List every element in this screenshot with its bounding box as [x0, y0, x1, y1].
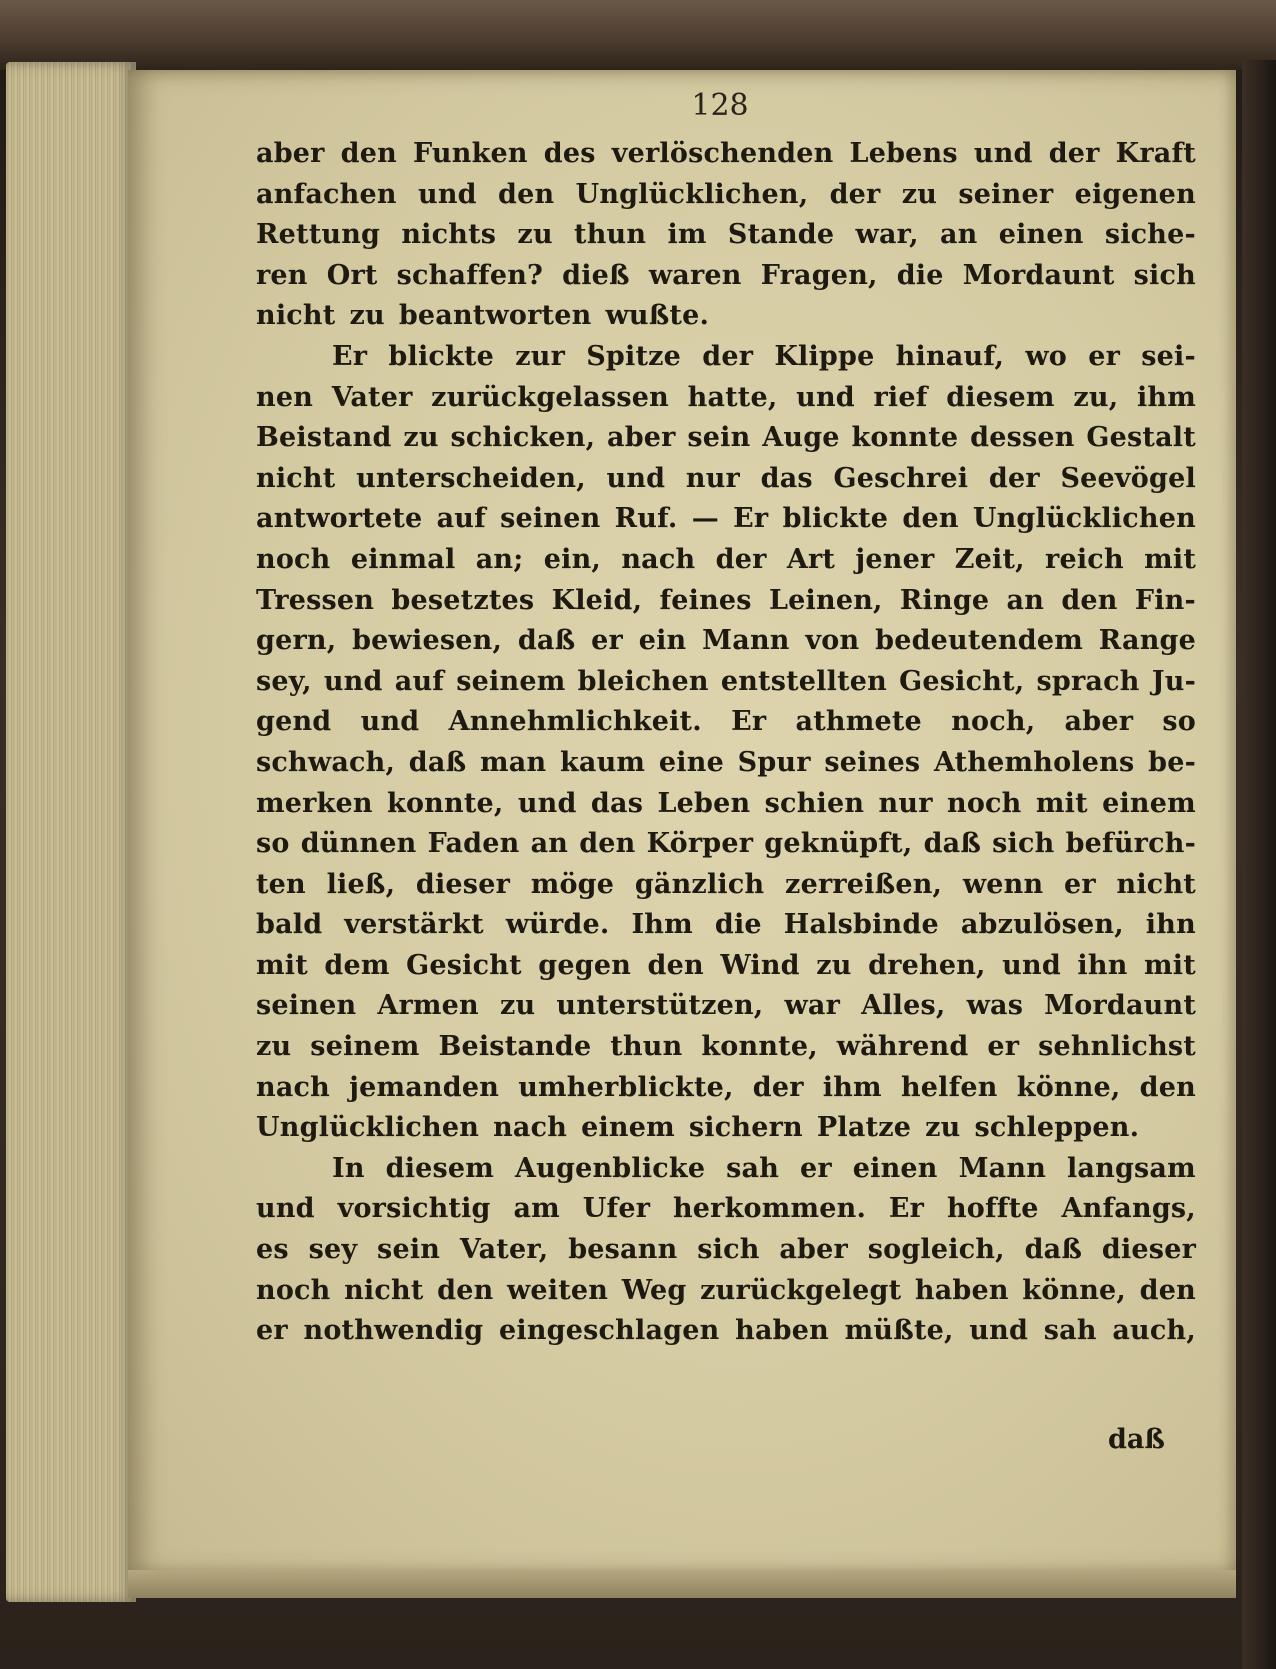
word: sey,: [256, 665, 312, 697]
word: merken: [256, 787, 373, 819]
page-number: 128: [691, 88, 749, 123]
word: schicken,: [450, 422, 596, 454]
word: und: [973, 138, 1033, 169]
word: einen: [998, 219, 1084, 251]
word: ihm: [822, 1071, 882, 1103]
word: diesem: [946, 381, 1055, 413]
word: Mordaunt: [1044, 990, 1196, 1022]
word: aber: [779, 1234, 848, 1266]
text-line: [256, 337, 1196, 378]
word: könne,: [1022, 1274, 1127, 1306]
word: Er: [733, 503, 769, 535]
word: verstärkt: [344, 909, 484, 941]
word: Gesicht,: [899, 665, 1025, 697]
text-line: [256, 865, 1196, 906]
word: langsam: [1066, 1152, 1196, 1184]
word: daß: [408, 746, 467, 778]
word: Geschrei: [833, 462, 969, 494]
page-edges: [6, 62, 136, 1602]
word: thun: [574, 219, 647, 251]
word: seinen: [500, 503, 601, 535]
text-line: [256, 1149, 1196, 1190]
word: waren: [648, 259, 742, 291]
text-line: [256, 215, 1196, 256]
word: Range: [1098, 625, 1196, 657]
word: sich: [697, 1234, 760, 1266]
word: müßte,: [844, 1315, 954, 1347]
word: daß: [1024, 1234, 1083, 1266]
word: an: [1006, 584, 1045, 616]
word: Wind: [720, 949, 800, 981]
word: Unglücklichen: [256, 1112, 480, 1144]
word: Beistande: [438, 1031, 592, 1063]
word: nicht: [256, 300, 336, 332]
word: befürch-: [1065, 828, 1196, 860]
word: Funken: [413, 138, 528, 169]
word: unterscheiden,: [356, 462, 586, 494]
page-bottom-edge: [128, 1570, 1236, 1598]
text-line: [256, 905, 1196, 946]
word: rief: [873, 381, 928, 413]
word: hatte,: [687, 381, 778, 413]
text-line: [256, 418, 1196, 459]
word: Fragen,: [760, 259, 878, 291]
word: drehen,: [868, 949, 986, 981]
word: den: [579, 828, 636, 860]
word: ihn: [1145, 909, 1196, 941]
word: Er: [888, 1193, 925, 1225]
word: bald: [256, 909, 323, 941]
text-line: [256, 662, 1196, 703]
word: bleichen: [577, 665, 709, 697]
word: der: [702, 340, 754, 372]
word: mit: [1144, 949, 1196, 981]
word: Platze: [816, 1112, 912, 1144]
word: zu,: [1073, 381, 1119, 413]
word: bewiesen,: [352, 625, 503, 657]
word: Beistand: [256, 422, 392, 454]
word: war,: [855, 219, 919, 251]
word: jemanden: [349, 1071, 500, 1103]
word: und: [418, 178, 477, 210]
word: nicht: [344, 1274, 424, 1306]
word: nach: [256, 1071, 330, 1103]
word: seines: [824, 746, 921, 778]
word: aber: [1064, 706, 1134, 738]
text-line: [256, 296, 1196, 337]
word: noch: [256, 543, 331, 575]
word: nothwendig: [303, 1315, 484, 1347]
word: der: [752, 1071, 804, 1103]
word: Ruf.: [614, 503, 678, 535]
word: den: [902, 503, 959, 535]
word: Anfangs,: [1061, 1193, 1196, 1225]
word: seinem: [310, 1031, 420, 1063]
word: ließ,: [326, 868, 396, 900]
word: das: [760, 462, 813, 494]
text-line: [256, 702, 1196, 743]
word: nach: [493, 1112, 568, 1144]
catchword: daß: [1108, 1424, 1165, 1455]
word: Kraft: [1115, 138, 1196, 169]
word: einem: [581, 1112, 675, 1144]
word: gänzlich: [634, 868, 765, 900]
word: der: [829, 178, 881, 210]
word: siche-: [1104, 219, 1196, 251]
word: mit: [1144, 543, 1196, 575]
word: feines: [659, 584, 752, 616]
word: hoffte: [946, 1193, 1039, 1225]
word: den: [340, 138, 397, 169]
word: war: [784, 990, 841, 1022]
word: konnte,: [387, 787, 504, 819]
word: geknüpft,: [764, 828, 913, 860]
text-line: [256, 784, 1196, 825]
word: und: [606, 462, 666, 494]
word: sah: [1043, 1315, 1097, 1347]
word: haben: [914, 1274, 1009, 1306]
word: Vater: [331, 381, 413, 413]
word: Art: [786, 543, 836, 575]
word: Fin-: [1134, 584, 1196, 616]
word: wo: [1025, 340, 1067, 372]
word: dieser: [415, 868, 510, 900]
word: Stande: [727, 219, 835, 251]
word: daß: [517, 625, 576, 657]
text-line: [256, 459, 1196, 500]
word: gend: [256, 706, 332, 738]
word: hinauf,: [895, 340, 1005, 372]
word: nicht: [1116, 868, 1196, 900]
word: sei-: [1141, 340, 1196, 372]
word: verlöschenden: [611, 138, 834, 169]
book-cover-top: [0, 0, 1276, 70]
text-line: [256, 1230, 1196, 1271]
text-line: [256, 986, 1196, 1027]
word: besann: [568, 1234, 678, 1266]
word: er: [1064, 868, 1096, 900]
text-line: [256, 621, 1196, 662]
word: nen: [256, 381, 314, 413]
word: seinem: [456, 665, 566, 697]
word: Gestalt: [1086, 422, 1196, 454]
word: antwortete: [256, 503, 423, 535]
text-line: [256, 175, 1196, 216]
word: schleppen.: [974, 1112, 1140, 1144]
word: nach: [621, 543, 696, 575]
word: Klippe: [774, 340, 875, 372]
word: dieser: [1101, 1234, 1196, 1266]
word: sichern: [688, 1112, 803, 1144]
word: im: [667, 219, 707, 251]
word: Rettung: [256, 219, 381, 251]
word: er: [987, 1031, 1020, 1063]
word: das: [590, 787, 644, 819]
text-line: [256, 499, 1196, 540]
word: Kleid,: [551, 584, 643, 616]
word: Weg: [621, 1274, 687, 1306]
word: thun: [610, 1031, 683, 1063]
text-line: [256, 1108, 1196, 1149]
word: nur: [685, 462, 740, 494]
word: noch: [946, 787, 1022, 819]
word: Unglücklichen,: [575, 178, 809, 210]
word: be-: [1148, 746, 1196, 778]
word: so: [256, 828, 290, 860]
word: diesem: [385, 1152, 495, 1184]
word: zu: [901, 178, 938, 210]
word: noch,: [951, 706, 1036, 738]
word: athmete: [795, 706, 922, 738]
word: den: [1139, 1274, 1196, 1306]
word: auch,: [1112, 1315, 1196, 1347]
word: würde.: [505, 909, 610, 941]
word: sah: [726, 1152, 780, 1184]
word: noch: [256, 1274, 331, 1306]
word: die: [714, 909, 762, 941]
word: mit: [1035, 787, 1088, 819]
word: der: [1048, 138, 1100, 169]
word: er: [800, 1152, 832, 1184]
word: er: [1088, 340, 1121, 372]
word: Spur: [737, 746, 811, 778]
word: Er: [731, 706, 767, 738]
word: konnte: [851, 422, 959, 454]
word: eingeschlagen: [499, 1315, 720, 1347]
word: Leben: [657, 787, 751, 819]
word: ten: [256, 868, 306, 900]
word: ein,: [543, 543, 602, 575]
word: was: [966, 990, 1024, 1022]
word: am: [513, 1193, 560, 1225]
word: jener: [855, 543, 935, 575]
word: beantworten: [398, 300, 592, 332]
word: der: [715, 543, 767, 575]
word: abzulösen,: [960, 909, 1124, 941]
word: und: [256, 1193, 315, 1225]
word: zu: [816, 949, 852, 981]
word: einen: [852, 1152, 938, 1184]
word: Zeit,: [954, 543, 1025, 575]
word: Faden: [427, 828, 520, 860]
text-line: [256, 134, 1196, 175]
word: helfen: [900, 1071, 998, 1103]
word: Ort: [326, 259, 378, 291]
word: den: [1061, 584, 1118, 616]
word: dessen: [970, 422, 1075, 454]
word: Annehmlichkeit.: [448, 706, 702, 738]
word: konnte,: [701, 1031, 818, 1063]
word: daß: [923, 828, 982, 860]
word: zurückgelassen: [431, 381, 669, 413]
word: Spitze: [586, 340, 682, 372]
word: Ihm: [631, 909, 693, 941]
word: blickte: [388, 340, 495, 372]
word: nur: [878, 787, 933, 819]
word: auf: [394, 665, 445, 697]
word: Ufer: [582, 1193, 651, 1225]
word: seinen: [256, 990, 357, 1022]
word: sein: [377, 1234, 441, 1266]
word: gegen: [538, 949, 632, 981]
word: sehnlichst: [1038, 1031, 1196, 1063]
word: Leinen,: [768, 584, 883, 616]
word: sich: [992, 828, 1055, 860]
word: wußte.: [605, 300, 710, 332]
word: schwach,: [256, 746, 396, 778]
word: einmal: [350, 543, 456, 575]
word: sogleich,: [867, 1234, 1005, 1266]
word: aber: [607, 422, 676, 454]
word: Augenblicke: [515, 1152, 706, 1184]
word: Ju-: [1151, 665, 1196, 697]
word: zurückgelegt: [700, 1274, 902, 1306]
text-line: [256, 1068, 1196, 1109]
text-line: [256, 540, 1196, 581]
word: reich: [1045, 543, 1124, 575]
word: eine: [658, 746, 724, 778]
text-line: [256, 946, 1196, 987]
word: den: [437, 1274, 494, 1306]
word: Halsbinde: [783, 909, 939, 941]
word: an;: [475, 543, 524, 575]
word: Lebens: [849, 138, 958, 169]
word: In: [332, 1152, 365, 1184]
word: Mordaunt: [962, 259, 1115, 291]
word: ihn: [1077, 949, 1128, 981]
word: vorsichtig: [337, 1193, 491, 1225]
word: blickte: [782, 503, 889, 535]
word: Unglücklichen: [972, 503, 1196, 535]
word: dieß: [562, 259, 630, 291]
word: nichts: [401, 219, 497, 251]
word: man: [480, 746, 547, 778]
word: möge: [530, 868, 615, 900]
word: umherblickte,: [518, 1071, 734, 1103]
word: von: [805, 625, 860, 657]
word: den: [647, 949, 704, 981]
word: Gesicht: [406, 949, 522, 981]
word: besetztes: [391, 584, 535, 616]
word: zur: [515, 340, 566, 372]
word: sey: [308, 1234, 358, 1266]
word: entstellten: [720, 665, 887, 697]
word: den: [498, 178, 555, 210]
word: könne,: [1016, 1071, 1121, 1103]
word: sich: [1133, 259, 1196, 291]
word: weiten: [506, 1274, 609, 1306]
text-line: [256, 378, 1196, 419]
word: an: [939, 219, 978, 251]
word: zu: [517, 219, 553, 251]
word: eigenen: [1074, 178, 1196, 210]
word: und: [323, 665, 383, 697]
word: er: [256, 1315, 288, 1347]
word: seiner: [958, 178, 1054, 210]
word: ihm: [1136, 381, 1196, 413]
word: nicht: [256, 462, 336, 494]
word: der: [988, 462, 1040, 494]
text-line: [256, 581, 1196, 622]
word: und: [1002, 949, 1061, 981]
word: und: [360, 706, 420, 738]
word: Athemholens: [933, 746, 1135, 778]
text-line: [256, 824, 1196, 865]
word: schaffen?: [396, 259, 544, 291]
text-line: [256, 743, 1196, 784]
text-line: [256, 256, 1196, 297]
word: schien: [764, 787, 865, 819]
word: haben: [735, 1315, 829, 1347]
word: sein: [687, 422, 751, 454]
word: anfachen: [256, 178, 397, 210]
word: an: [530, 828, 569, 860]
word: herkommen.: [672, 1193, 867, 1225]
word: so: [1162, 706, 1196, 738]
word: zu: [349, 300, 385, 332]
word: auf: [436, 503, 486, 535]
word: Vater,: [459, 1234, 549, 1266]
word: Seevögel: [1060, 462, 1196, 494]
word: er: [591, 625, 623, 657]
word: Ringe: [899, 584, 990, 616]
word: —: [691, 503, 719, 535]
word: des: [543, 138, 596, 169]
word: zu: [925, 1112, 961, 1144]
text-line: [256, 1027, 1196, 1068]
word: und: [796, 381, 855, 413]
word: Armen: [377, 990, 479, 1022]
text-line: [256, 1189, 1196, 1230]
word: unterstützen,: [556, 990, 764, 1022]
word: kaum: [560, 746, 646, 778]
word: und: [969, 1315, 1029, 1347]
word: Alles,: [861, 990, 946, 1022]
word: die: [896, 259, 944, 291]
word: zu: [499, 990, 536, 1022]
word: zu: [256, 1031, 292, 1063]
word: dem: [324, 949, 390, 981]
word: mit: [256, 949, 308, 981]
word: den: [1139, 1071, 1196, 1103]
word: während: [836, 1031, 969, 1063]
word: aber: [256, 138, 325, 169]
word: Er: [332, 340, 368, 372]
word: es: [256, 1234, 289, 1266]
book-cover-right: [1242, 60, 1276, 1669]
word: Mann: [702, 625, 790, 657]
word: sprach: [1036, 665, 1140, 697]
word: bedeutendem: [875, 625, 1083, 657]
word: Mann: [958, 1152, 1047, 1184]
word: zerreißen,: [785, 868, 943, 900]
word: zu: [403, 422, 439, 454]
word: ein: [638, 625, 687, 657]
word: wenn: [962, 868, 1044, 900]
word: gern,: [256, 625, 337, 657]
word: ren: [256, 259, 308, 291]
word: Tressen: [256, 584, 375, 616]
word: Körper: [646, 828, 754, 860]
body-text: [256, 134, 1196, 1352]
word: und: [517, 787, 577, 819]
text-line: [256, 1311, 1196, 1352]
word: einem: [1102, 787, 1196, 819]
text-line: [256, 1271, 1196, 1312]
word: Auge: [762, 422, 840, 454]
word: dünnen: [300, 828, 417, 860]
